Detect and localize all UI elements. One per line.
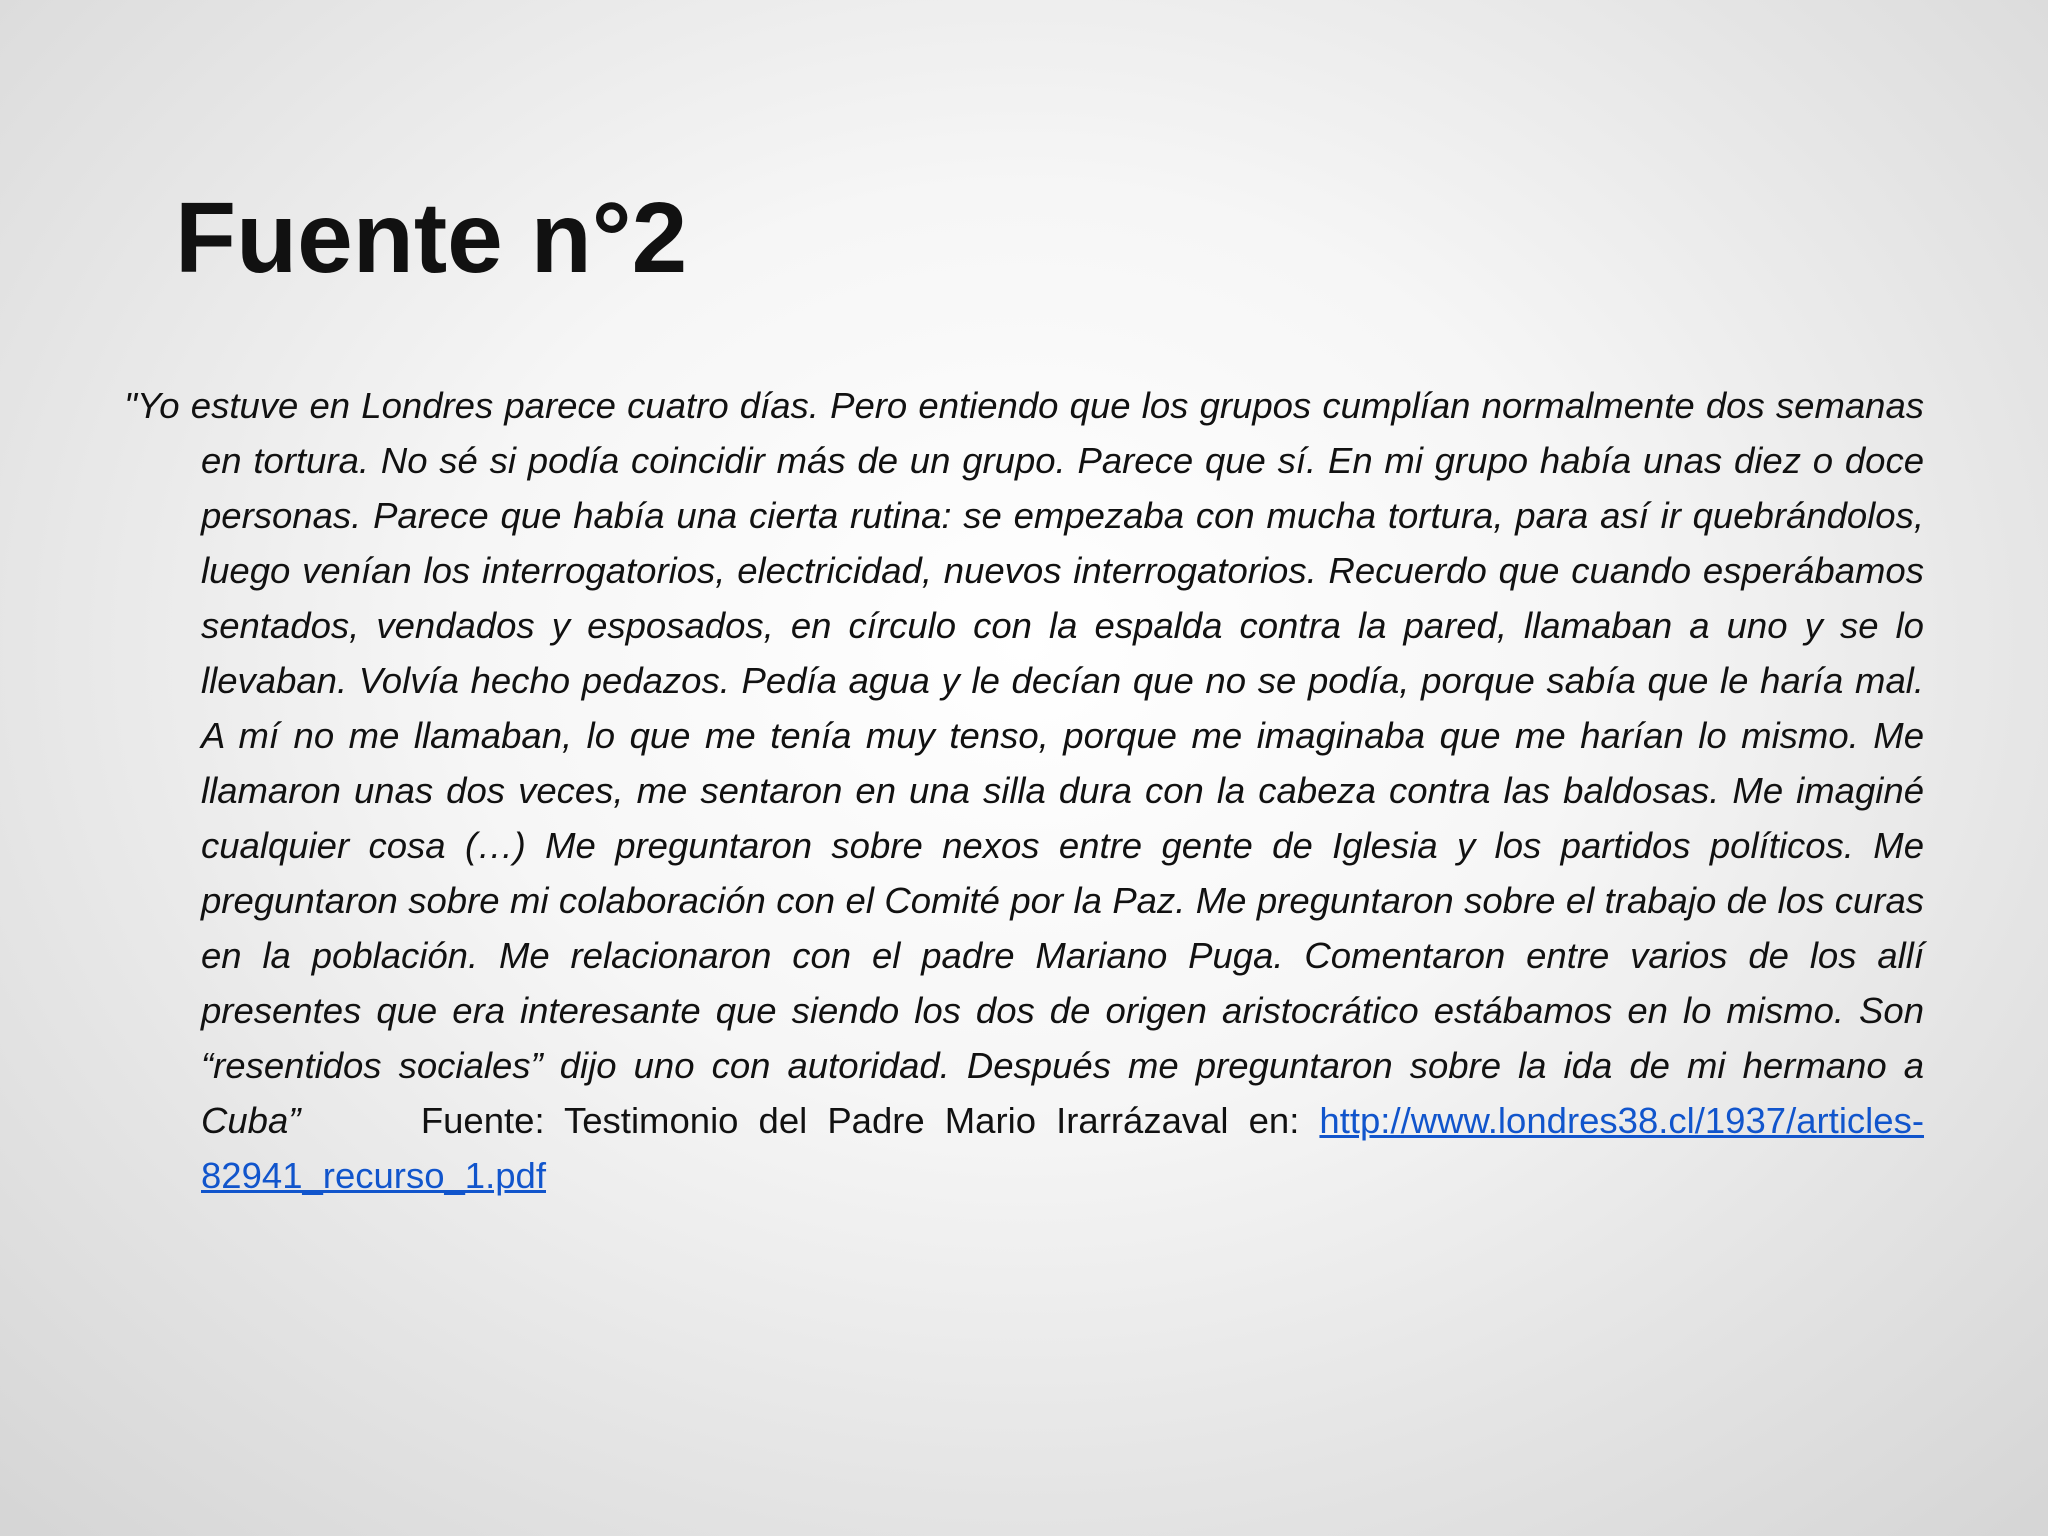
quote-block <box>124 378 1924 1203</box>
quote-text: "Yo estuve en Londres parece cuatro días. Pero entiendo que los grupos cumplían normalmente dos semanas en tortura. No sé si podía coincidir más de un grupo. Parece que sí. En mi grupo había unas diez o doce personas. Parece que había una cierta rutina: se empezaba con mucha tortura, para así ir quebrándolos, luego venían los interrogatorios, electricidad, nuevos interrogatorios. Recuerdo que cuando esperábamos sentados, vendados y esposados, en círculo con la espalda contra la pared, llamaban a uno y se lo llevaban. Volvía hecho pedazos. Pedía agua y le decían que no se podía, porque sabía que le haría mal. A mí no me llamaban, lo que me tenía muy tenso, porque me imaginaba que me harían lo mismo. Me llamaron unas dos veces, me sentaron en una silla dura con la cabeza contra las baldosas. Me imaginé cualquier cosa (…) Me preguntaron sobre nexos entre gente de Iglesia y los partidos políticos. Me preguntaron sobre mi colaboración con el Comité por la Paz. Me preguntaron sobre el trabajo de los curas en la población. Me relacionaron con el padre Mariano Puga. Comentaron entre varios de los allí presentes que era interesante que siendo los dos de origen aristocrático estábamos en lo mismo. Son “resentidos sociales” dijo uno con autoridad. Después me preguntaron sobre la ida de mi hermano a Cuba” <box>124 385 1924 1141</box>
source-label: Fuente: Testimonio del Padre Mario Irarrázaval en: <box>420 1100 1300 1141</box>
slide-title: Fuente n°2 <box>175 182 688 294</box>
quote-paragraph <box>124 378 1924 1203</box>
source-link[interactable]: http://www.londres38.cl/1937/articles-82941_recurso_1.pdf <box>201 1100 1924 1196</box>
